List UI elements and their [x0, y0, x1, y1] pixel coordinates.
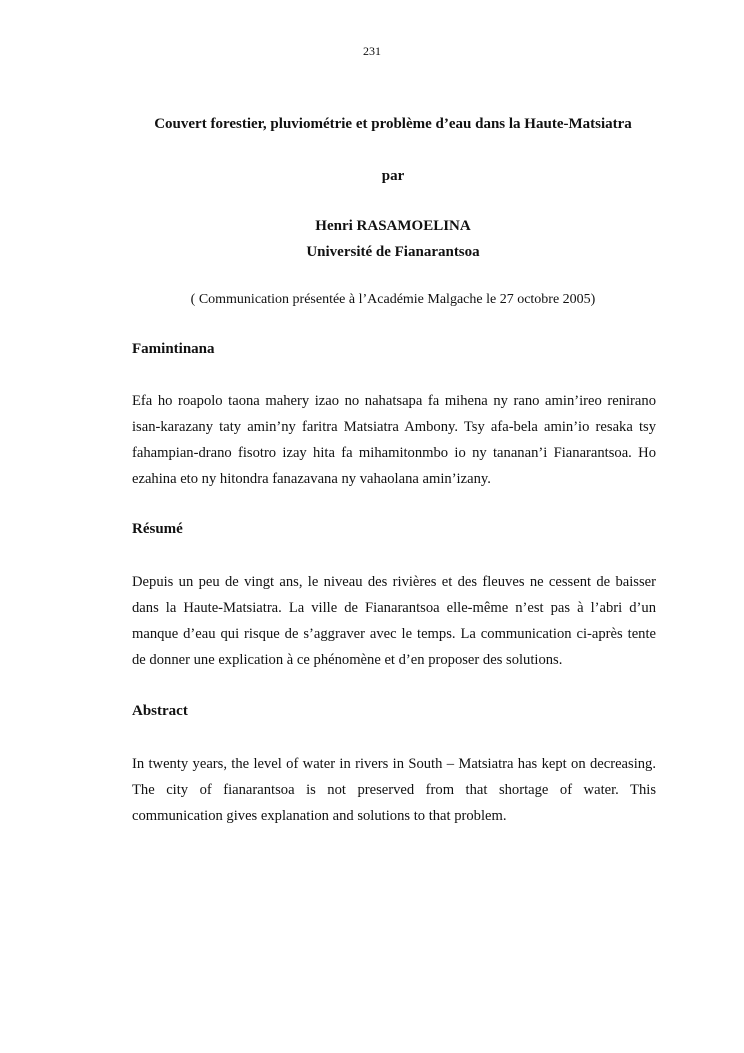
- paper-title: Couvert forestier, pluviométrie et problème d’eau dans la Haute-Matsiatra: [154, 116, 632, 132]
- author-name: Henri RASAMOELINA: [315, 218, 471, 234]
- communication-note: ( Communication présentée à l’Académie Malgache le 27 octobre 2005): [190, 292, 596, 307]
- section-heading-abstract: Abstract: [132, 703, 188, 719]
- section-body-famintinana: Efa ho roapolo taona mahery izao no nahatsapa fa mihena ny rano amin’ireo renirano isan-karazany taty amin’ny faritra Matsiatra Ambony. Tsy afa-bela amin’io resaka tsy fahampian-drano fisotro izay hita fa mihamitonmbo io ny tananan’i Fianarantsoa. Ho ezahina eto ny hitondra fanazavana ny vahaolana amin’izany.: [132, 393, 656, 487]
- author-affiliation: Université de Fianarantsoa: [306, 244, 480, 260]
- section-body-resume: Depuis un peu de vingt ans, le niveau des rivières et des fleuves ne cessent de baisser dans la Haute-Matsiatra. La ville de Fianarantsoa elle-même n’est pas à l’abri d’un manque d’eau qui risque de s’aggraver avec le temps. La communication ci-après tente de donner une explication à ce phénomène et d’en proposer des solutions.: [132, 574, 656, 668]
- page-number: 231: [363, 44, 381, 58]
- section-heading-famintinana: Famintinana: [132, 341, 215, 357]
- section-body-abstract: In twenty years, the level of water in rivers in South – Matsiatra has kept on decreasing. The city of fianarantsoa is not preserved from that shortage of water. This communication gives explanation and solutions to that problem.: [132, 756, 656, 824]
- by-line: par: [381, 168, 405, 184]
- section-heading-resume: Résumé: [132, 521, 183, 537]
